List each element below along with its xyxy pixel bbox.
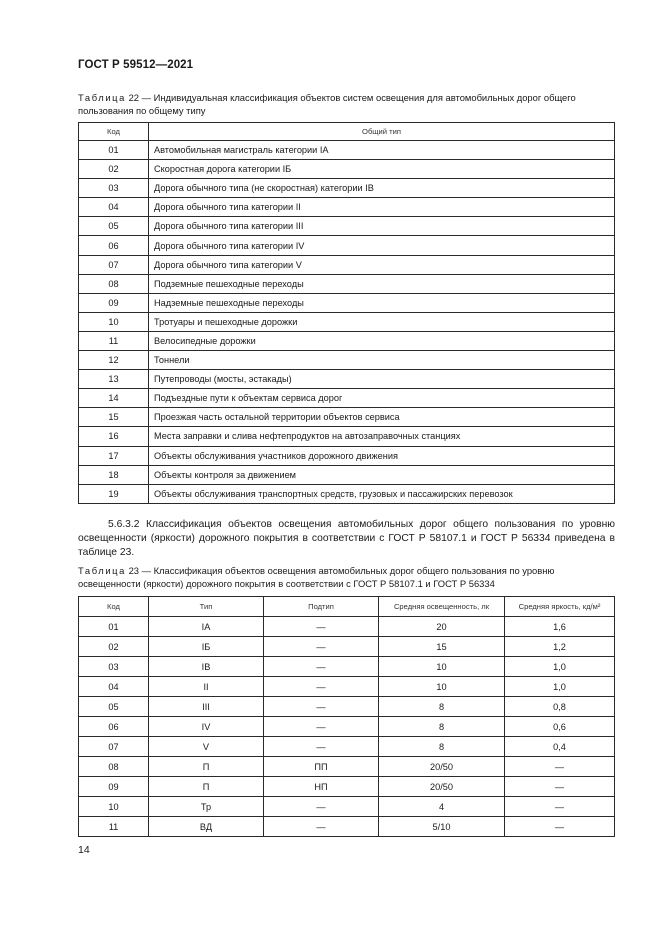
cell-code: 17 <box>79 446 149 465</box>
cell-code: 06 <box>79 717 149 737</box>
cell-type: III <box>149 697 264 717</box>
cell-avg-illuminance: 8 <box>379 697 505 717</box>
table-row <box>79 737 615 757</box>
table-row <box>79 757 615 777</box>
cell-code: 03 <box>79 179 149 198</box>
cell-code: 08 <box>79 274 149 293</box>
table-header-row <box>79 597 615 617</box>
table-row <box>79 408 615 427</box>
cell-code: 10 <box>79 797 149 817</box>
cell-avg-luminance: 1,2 <box>505 637 615 657</box>
cell-avg-illuminance: 15 <box>379 637 505 657</box>
cell-avg-illuminance: 10 <box>379 657 505 677</box>
cell-type: П <box>149 777 264 797</box>
cell-subtype: — <box>264 737 379 757</box>
table-row <box>79 179 615 198</box>
cell-general-type: Подъездные пути к объектам сервиса дорог <box>149 389 615 408</box>
cell-general-type: Объекты обслуживания транспортных средств, грузовых и пассажирских перевозок <box>149 484 615 503</box>
cell-avg-illuminance: 20/50 <box>379 777 505 797</box>
cell-avg-luminance: 0,4 <box>505 737 615 757</box>
table-row <box>79 617 615 637</box>
cell-avg-illuminance: 8 <box>379 737 505 757</box>
cell-subtype: — <box>264 797 379 817</box>
cell-code: 04 <box>79 198 149 217</box>
cell-code: 03 <box>79 657 149 677</box>
cell-code: 08 <box>79 757 149 777</box>
cell-general-type: Дорога обычного типа (не скоростная) категории IB <box>149 179 615 198</box>
cell-code: 09 <box>79 777 149 797</box>
table-row <box>79 255 615 274</box>
cell-subtype: — <box>264 697 379 717</box>
table-22 <box>78 122 615 504</box>
table-row <box>79 677 615 697</box>
table-23-caption <box>78 565 614 590</box>
cell-code: 19 <box>79 484 149 503</box>
column-header-subtype: Подтип <box>264 597 379 617</box>
cell-subtype: — <box>264 637 379 657</box>
cell-type: IV <box>149 717 264 737</box>
table-row <box>79 293 615 312</box>
cell-code: 07 <box>79 255 149 274</box>
cell-general-type: Скоростная дорога категории IБ <box>149 160 615 179</box>
table-row <box>79 236 615 255</box>
cell-code: 12 <box>79 351 149 370</box>
table-22-caption <box>78 92 614 117</box>
page-number: 14 <box>78 844 90 856</box>
cell-code: 06 <box>79 236 149 255</box>
cell-type: П <box>149 757 264 777</box>
cell-subtype: НП <box>264 777 379 797</box>
cell-type: V <box>149 737 264 757</box>
cell-avg-luminance: — <box>505 757 615 777</box>
table-22-caption-text: 22 — Индивидуальная классификация объектов систем освещения для автомобильных дорог общего пользования по общему типу <box>78 92 576 116</box>
cell-general-type: Подземные пешеходные переходы <box>149 274 615 293</box>
cell-type: Тр <box>149 797 264 817</box>
table-23-caption-lead: Таблица <box>78 565 126 576</box>
table-row <box>79 465 615 484</box>
table-row <box>79 446 615 465</box>
column-header-avg-luminance: Средняя яркость, кд/м² <box>505 597 615 617</box>
cell-general-type: Велосипедные дорожки <box>149 331 615 350</box>
table-row <box>79 484 615 503</box>
column-header-general-type: Общий тип <box>149 123 615 141</box>
cell-general-type: Дорога обычного типа категории III <box>149 217 615 236</box>
cell-avg-illuminance: 8 <box>379 717 505 737</box>
cell-type: IB <box>149 657 264 677</box>
cell-code: 18 <box>79 465 149 484</box>
cell-code: 10 <box>79 312 149 331</box>
table-row <box>79 427 615 446</box>
cell-general-type: Путепроводы (мосты, эстакады) <box>149 370 615 389</box>
cell-code: 02 <box>79 637 149 657</box>
paragraph-text: 5.6.3.2 Классификация объектов освещения автомобильных дорог общего пользования по уровню освещенности (яркости) дорожного покрытия в соответствии с ГОСТ Р 58107.1 и ГОСТ Р 56334 приведена в таблице 23. <box>78 519 615 558</box>
cell-general-type: Тротуары и пешеходные дорожки <box>149 312 615 331</box>
cell-type: II <box>149 677 264 697</box>
cell-code: 05 <box>79 697 149 717</box>
document-header: ГОСТ Р 59512—2021 <box>78 59 194 71</box>
cell-subtype: — <box>264 657 379 677</box>
table-row <box>79 351 615 370</box>
cell-avg-luminance: 1,0 <box>505 657 615 677</box>
cell-avg-luminance: — <box>505 817 615 837</box>
cell-code: 05 <box>79 217 149 236</box>
cell-subtype: — <box>264 717 379 737</box>
cell-type: ВД <box>149 817 264 837</box>
cell-code: 01 <box>79 617 149 637</box>
cell-general-type: Автомобильная магистраль категории IA <box>149 141 615 160</box>
column-header-avg-illuminance: Средняя освещенность, лк <box>379 597 505 617</box>
table-row <box>79 331 615 350</box>
table-row <box>79 198 615 217</box>
table-row <box>79 389 615 408</box>
cell-code: 09 <box>79 293 149 312</box>
cell-general-type: Объекты контроля за движением <box>149 465 615 484</box>
cell-general-type: Дорога обычного типа категории II <box>149 198 615 217</box>
cell-avg-illuminance: 4 <box>379 797 505 817</box>
cell-avg-luminance: 1,0 <box>505 677 615 697</box>
cell-code: 04 <box>79 677 149 697</box>
table-row <box>79 697 615 717</box>
cell-subtype: ПП <box>264 757 379 777</box>
table-row <box>79 217 615 236</box>
cell-code: 11 <box>79 817 149 837</box>
cell-subtype: — <box>264 677 379 697</box>
cell-code: 11 <box>79 331 149 350</box>
cell-avg-luminance: 0,8 <box>505 697 615 717</box>
cell-code: 02 <box>79 160 149 179</box>
cell-type: IA <box>149 617 264 637</box>
column-header-code: Код <box>79 597 149 617</box>
cell-general-type: Тоннели <box>149 351 615 370</box>
table-row <box>79 817 615 837</box>
column-header-type: Тип <box>149 597 264 617</box>
table-row <box>79 312 615 331</box>
cell-code: 15 <box>79 408 149 427</box>
table-row <box>79 637 615 657</box>
table-22-caption-lead: Таблица <box>78 92 126 103</box>
cell-avg-luminance: 0,6 <box>505 717 615 737</box>
table-row <box>79 141 615 160</box>
cell-subtype: — <box>264 617 379 637</box>
cell-avg-illuminance: 10 <box>379 677 505 697</box>
cell-general-type: Объекты обслуживания участников дорожного движения <box>149 446 615 465</box>
cell-avg-luminance: — <box>505 797 615 817</box>
cell-general-type: Места заправки и слива нефтепродуктов на автозаправочных станциях <box>149 427 615 446</box>
table-row <box>79 370 615 389</box>
cell-type: IБ <box>149 637 264 657</box>
cell-avg-luminance: — <box>505 777 615 797</box>
cell-general-type: Проезжая часть остальной территории объектов сервиса <box>149 408 615 427</box>
cell-code: 01 <box>79 141 149 160</box>
cell-code: 14 <box>79 389 149 408</box>
table-header-row <box>79 123 615 141</box>
table-row <box>79 657 615 677</box>
table-23-body <box>79 617 615 837</box>
cell-general-type: Надземные пешеходные переходы <box>149 293 615 312</box>
table-row <box>79 777 615 797</box>
paragraph-5-6-3-2 <box>78 518 615 560</box>
table-22-body <box>79 141 615 504</box>
table-row <box>79 274 615 293</box>
table-row <box>79 717 615 737</box>
column-header-code: Код <box>79 123 149 141</box>
cell-subtype: — <box>264 817 379 837</box>
table-row <box>79 797 615 817</box>
cell-code: 16 <box>79 427 149 446</box>
table-23 <box>78 596 615 837</box>
cell-avg-illuminance: 20 <box>379 617 505 637</box>
cell-avg-illuminance: 5/10 <box>379 817 505 837</box>
table-23-caption-text: 23 — Классификация объектов освещения автомобильных дорог общего пользования по уровню освещенности (яркости) дорожного покрытия в соответствии с ГОСТ Р 58107.1 и ГОСТ Р 56334 <box>78 565 555 589</box>
cell-general-type: Дорога обычного типа категории IV <box>149 236 615 255</box>
cell-general-type: Дорога обычного типа категории V <box>149 255 615 274</box>
cell-code: 13 <box>79 370 149 389</box>
cell-avg-luminance: 1,6 <box>505 617 615 637</box>
table-row <box>79 160 615 179</box>
cell-code: 07 <box>79 737 149 757</box>
cell-avg-illuminance: 20/50 <box>379 757 505 777</box>
